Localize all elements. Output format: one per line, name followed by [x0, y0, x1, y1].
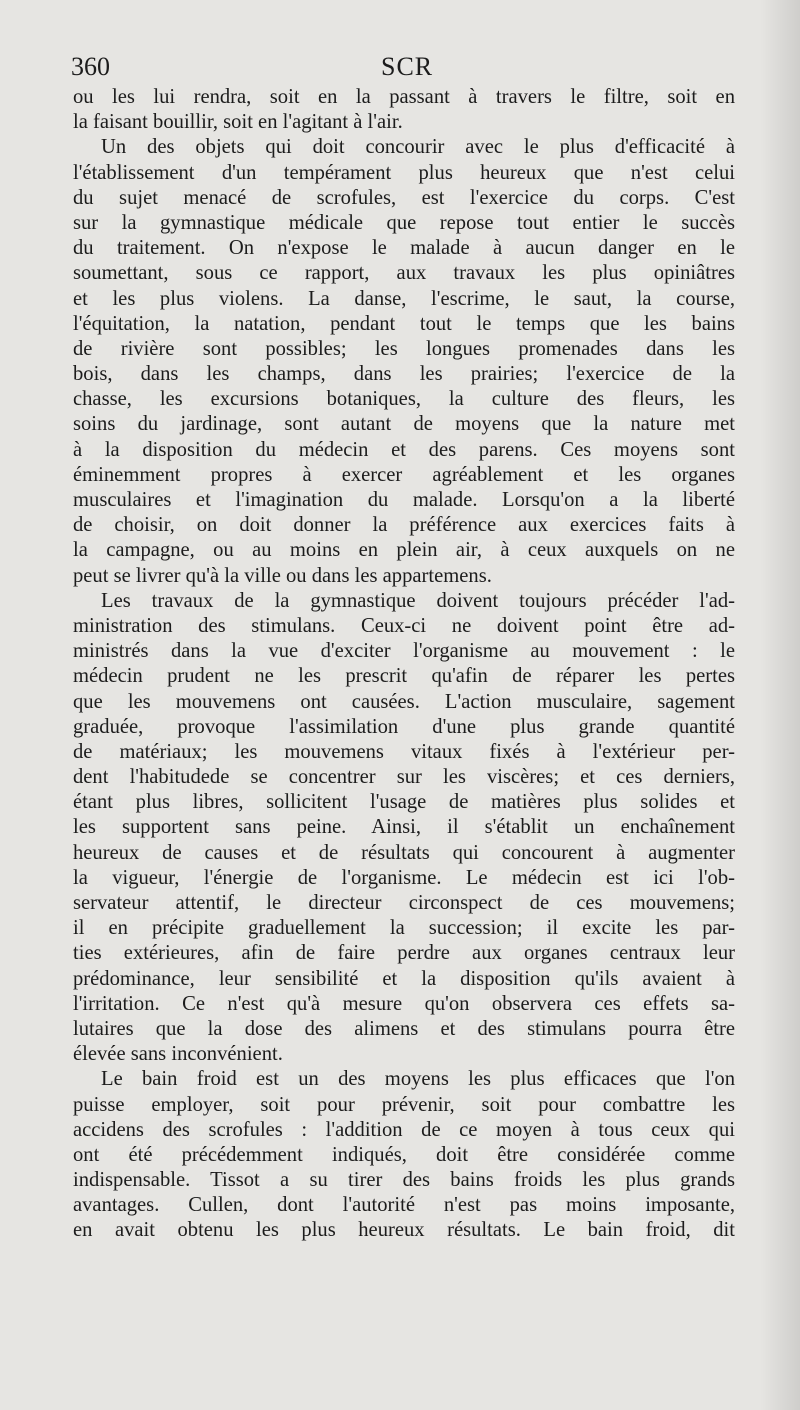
text-line: en avait obtenu les plus heureux résultats. Le bain froid, dit	[73, 1219, 735, 1242]
text-line: la vigueur, l'énergie de l'organisme. Le médecin est ici l'ob-	[73, 866, 735, 889]
text-line: il en précipite graduellement la succession; il excite les par-	[73, 917, 735, 940]
text-line: ministrés dans la vue d'exciter l'organisme au mouvement : le	[73, 640, 735, 663]
body-text	[73, 85, 735, 1244]
text-line: du traitement. On n'expose le malade à aucun danger en le	[73, 237, 735, 260]
text-line: peut se livrer qu'à la ville ou dans les appartemens.	[73, 564, 492, 587]
running-head: SCR	[381, 52, 434, 81]
text-line: à la disposition du médecin et des parens. Ces moyens sont	[73, 438, 735, 461]
text-line: élevée sans inconvénient.	[73, 1043, 283, 1066]
text-line: la campagne, ou au moins en plein air, à ceux auxquels on ne	[73, 539, 735, 562]
text-line: musculaires et l'imagination du malade. Lorsqu'on a la liberté	[73, 489, 735, 511]
text-line: la faisant bouillir, soit en l'agitant à l'air.	[73, 111, 403, 134]
text-line: de matériaux; les mouvemens vitaux fixés à l'extérieur per-	[73, 740, 735, 763]
text-line: Le bain froid est un des moyens les plus efficaces que l'on	[101, 1068, 735, 1091]
text-line: ou les lui rendra, soit en la passant à travers le filtre, soit en	[73, 86, 735, 108]
page-header	[71, 52, 735, 84]
text-line: ministration des stimulans. Ceux-ci ne doivent point être ad-	[73, 614, 735, 637]
text-line: les supportent sans peine. Ainsi, il s'établit un enchaînement	[73, 816, 735, 839]
text-line: soins du jardinage, sont autant de moyens que la nature met	[73, 413, 735, 436]
text-line: bois, dans les champs, dans les prairies; l'exercice de la	[73, 363, 735, 386]
text-line: dent l'habitudede se concentrer sur les viscères; et ces derniers,	[73, 766, 735, 789]
text-line: du sujet menacé de scrofules, est l'exercice du corps. C'est	[73, 186, 735, 209]
text-line: que les mouvemens ont causées. L'action musculaire, sagement	[73, 690, 735, 713]
page-number: 360	[71, 52, 110, 81]
text-line: de choisir, on doit donner la préférence aux exercices faits à	[73, 514, 735, 537]
text-line: éminemment propres à exercer agréablement et les organes	[73, 463, 735, 486]
text-line: prédominance, leur sensibilité et la disposition qu'ils avaient à	[73, 967, 735, 990]
text-line: l'équitation, la natation, pendant tout le temps que les bains	[73, 312, 735, 335]
text-line: de rivière sont possibles; les longues promenades dans les	[73, 337, 735, 360]
text-line: soumettant, sous ce rapport, aux travaux les plus opiniâtres	[73, 262, 735, 285]
text-line: indispensable. Tissot a su tirer des bains froids les plus grands	[73, 1169, 735, 1192]
page-edge-shadow	[760, 0, 800, 1410]
text-line: et les plus violens. La danse, l'escrime, le saut, la course,	[73, 287, 735, 310]
text-line: accidens des scrofules : l'addition de ce moyen à tous ceux qui	[73, 1118, 735, 1141]
text-line: médecin prudent ne les prescrit qu'afin de réparer les pertes	[73, 665, 735, 688]
text-line: étant plus libres, sollicitent l'usage de matières plus solides et	[73, 791, 735, 814]
text-line: puisse employer, soit pour prévenir, soit pour combattre les	[73, 1093, 735, 1116]
text-line: servateur attentif, le directeur circonspect de ces mouvemens;	[73, 892, 735, 914]
text-line: Les travaux de la gymnastique doivent toujours précéder l'ad-	[101, 589, 735, 612]
text-line: l'établissement d'un tempérament plus heureux que n'est celui	[73, 161, 735, 184]
text-line: ont été précédemment indiqués, doit être considérée comme	[73, 1143, 735, 1166]
text-line: l'irritation. Ce n'est qu'à mesure qu'on observera ces effets sa-	[73, 992, 735, 1015]
text-line: heureux de causes et de résultats qui concourent à augmenter	[73, 841, 735, 864]
text-line: graduée, provoque l'assimilation d'une plus grande quantité	[73, 715, 735, 738]
text-line: avantages. Cullen, dont l'autorité n'est pas moins imposante,	[73, 1194, 735, 1217]
text-line: sur la gymnastique médicale que repose tout entier le succès	[73, 211, 735, 234]
text-line: Un des objets qui doit concourir avec le plus d'efficacité à	[101, 136, 735, 159]
text-line: chasse, les excursions botaniques, la culture des fleurs, les	[73, 388, 735, 411]
text-line: lutaires que la dose des alimens et des stimulans pourra être	[73, 1017, 735, 1040]
text-line: ties extérieures, afin de faire perdre aux organes centraux leur	[73, 942, 735, 965]
